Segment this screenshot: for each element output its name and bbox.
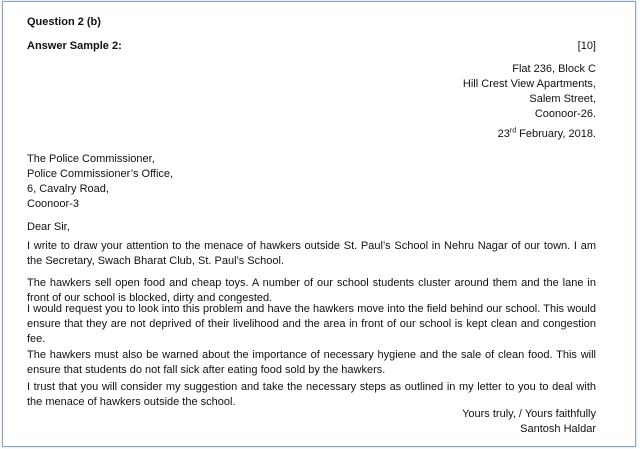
recipient-address-line: Coonoor-3 bbox=[27, 198, 79, 210]
body-paragraph: The hawkers sell open food and cheap toys. A number of our school students cluster around them and the lane in front of our school is blocked, dirty and congested. bbox=[27, 277, 596, 304]
date-day: 23 bbox=[497, 128, 510, 140]
date-rest: February, 2018. bbox=[516, 128, 596, 140]
sender-address-line: Salem Street, bbox=[529, 93, 596, 105]
sender-address bbox=[27, 62, 596, 122]
question-heading: Question 2 (b) bbox=[27, 16, 101, 28]
salutation: Dear Sir, bbox=[27, 221, 70, 233]
body-paragraph: I write to draw your attention to the menace of hawkers outside St. Paul’s School in Nehru Nagar of our town. I am the Secretary, Swach Bharat Club, St. Paul’s School. bbox=[27, 240, 596, 267]
recipient-address-line: Police Commissioner’s Office, bbox=[27, 168, 174, 180]
body-paragraph: I trust that you will consider my suggestion and take the necessary steps as outlined in my letter to you to deal with the menace of hawkers outside the school. bbox=[27, 381, 596, 408]
answer-label: Answer Sample 2: bbox=[27, 40, 122, 52]
sender-address-line: Hill Crest View Apartments, bbox=[462, 78, 596, 90]
marks: [10] bbox=[577, 40, 596, 52]
letter-date bbox=[27, 127, 596, 142]
recipient-address-line: 6, Cavalry Road, bbox=[27, 183, 109, 195]
sender-address-line: Flat 236, Block C bbox=[512, 63, 596, 75]
date-suffix: rd bbox=[509, 127, 517, 135]
recipient-address bbox=[27, 152, 596, 212]
sender-address-line: Coonoor-26. bbox=[534, 108, 596, 120]
body-paragraph: I would request you to look into this problem and have the hawkers move into the field behind our school. This would ensure that they are not deprived of their livelihood and the area in front of our school is kept clean and congestion fee. bbox=[27, 303, 596, 345]
closing: Yours truly, / Yours faithfully bbox=[462, 408, 596, 420]
signature: Santosh Haldar bbox=[520, 423, 596, 435]
body-paragraph: The hawkers must also be warned about the importance of necessary hygiene and the sale of clean food. This will ensure that students do not fall sick after eating food sold by the hawkers. bbox=[27, 349, 596, 376]
recipient-address-line: The Police Commissioner, bbox=[27, 153, 155, 165]
